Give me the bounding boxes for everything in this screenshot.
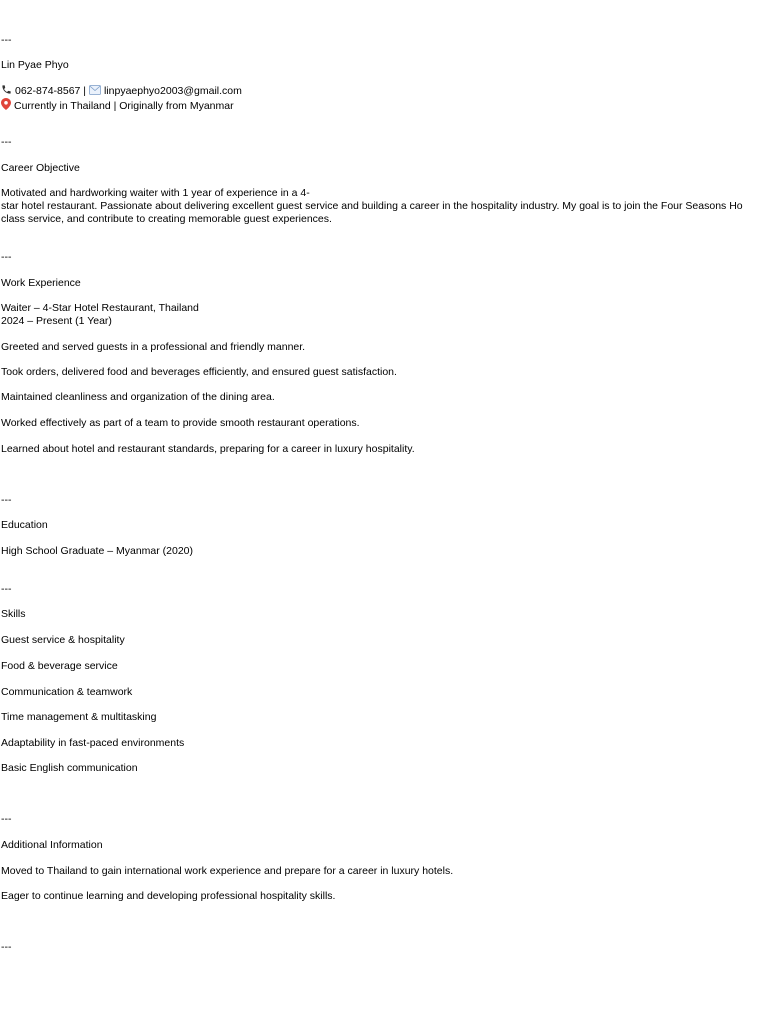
- additional-item: Moved to Thailand to gain international work experience and prepare for a career in luxury hotels.: [1, 865, 454, 877]
- separator: ---: [1, 583, 12, 595]
- contact-line: [1, 84, 242, 99]
- location-line: [1, 98, 234, 114]
- separator: ---: [1, 251, 12, 263]
- pin-icon: [1, 98, 11, 114]
- objective-line: class service, and contribute to creating memorable guest experiences.: [1, 213, 332, 225]
- duty-item: Greeted and served guests in a professional and friendly manner.: [1, 341, 306, 353]
- skill-item: Guest service & hospitality: [1, 634, 125, 646]
- section-heading-education: Education: [1, 519, 48, 531]
- section-heading-additional-information: Additional Information: [1, 839, 103, 851]
- skill-item: Adaptability in fast-paced environments: [1, 737, 185, 749]
- duty-item: Took orders, delivered food and beverages efficiently, and ensured guest satisfaction.: [1, 366, 397, 378]
- envelope-icon: [89, 85, 101, 99]
- duty-item: Worked effectively as part of a team to provide smooth restaurant operations.: [1, 417, 360, 429]
- section-heading-skills: Skills: [1, 608, 26, 620]
- duty-item: Maintained cleanliness and organization of the dining area.: [1, 391, 275, 403]
- location-text: Currently in Thailand | Originally from Myanmar: [14, 100, 234, 112]
- separator: ---: [1, 34, 12, 46]
- separator: ---: [1, 941, 12, 953]
- separator: ---: [1, 494, 12, 506]
- duty-item: Learned about hotel and restaurant standards, preparing for a career in luxury hospitality.: [1, 443, 415, 455]
- separator: ---: [1, 813, 12, 825]
- section-heading-career-objective: Career Objective: [1, 162, 80, 174]
- section-heading-work-experience: Work Experience: [1, 277, 81, 289]
- additional-item: Eager to continue learning and developing professional hospitality skills.: [1, 890, 336, 902]
- phone-icon: [1, 84, 12, 99]
- separator: ---: [1, 136, 12, 148]
- objective-line: star hotel restaurant. Passionate about delivering excellent guest service and building a career in the hospitality industry. My goal is to join the Four Seasons Ho: [1, 200, 743, 212]
- skill-item: Basic English communication: [1, 762, 138, 774]
- skill-item: Communication & teamwork: [1, 686, 133, 698]
- objective-line: Motivated and hardworking waiter with 1 year of experience in a 4-: [1, 187, 310, 199]
- job-title: Waiter – 4-Star Hotel Restaurant, Thailand: [1, 302, 199, 314]
- candidate-name: Lin Pyae Phyo: [1, 59, 69, 71]
- skill-item: Time management & multitasking: [1, 711, 157, 723]
- education-entry: High School Graduate – Myanmar (2020): [1, 545, 194, 557]
- skill-item: Food & beverage service: [1, 660, 118, 672]
- phone-number: 062-874-8567 |: [15, 85, 87, 97]
- job-period: 2024 – Present (1 Year): [1, 315, 112, 327]
- email-address: linpyaephyo2003@gmail.com: [103, 85, 242, 97]
